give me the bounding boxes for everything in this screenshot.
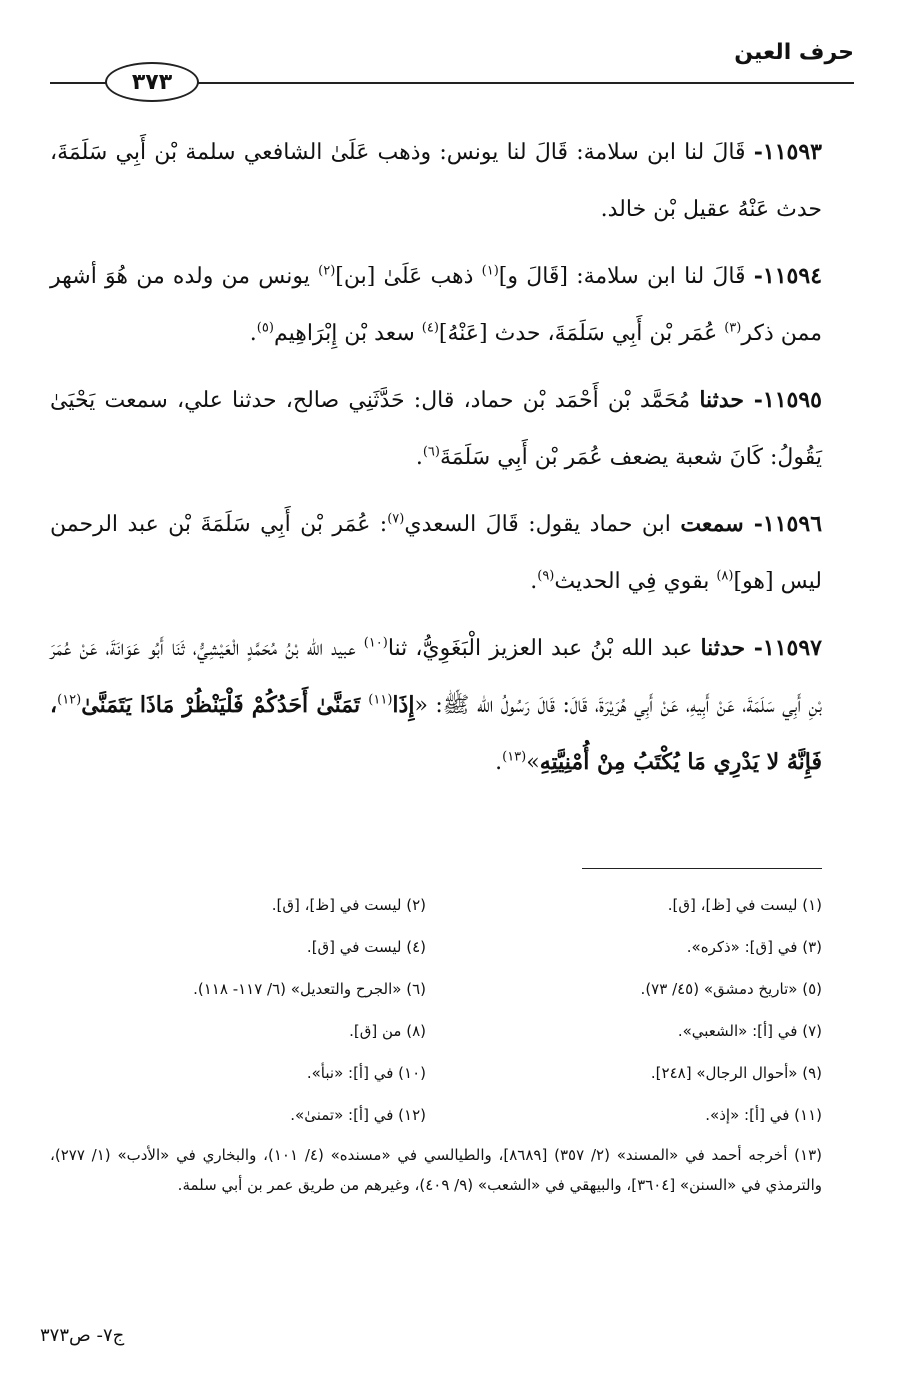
entry-text: : عُمَر بْن أَبِي سَلَمَةَ بْن عبد الرحمن ليس [هو] bbox=[50, 512, 822, 594]
entry-text: ذهب عَلَىٰ [بن] bbox=[335, 264, 482, 289]
footnote: (٨) من [ق]. bbox=[349, 1022, 426, 1040]
entry-number: ١١٥٩٤- bbox=[753, 263, 823, 289]
hadith-text: ، فَإِنَّهُ لا يَدْرِي مَا يُكْتَبُ مِنْ أُمْنِيَّتِهِ bbox=[50, 692, 822, 775]
footnote-ref[interactable]: (٨) bbox=[716, 568, 734, 584]
footnote: (٧) في [أ]: «الشعبي». bbox=[677, 1022, 822, 1040]
entry-11595 bbox=[50, 372, 822, 486]
entry-text: بقوي فِي الحديث bbox=[554, 569, 717, 594]
footnote-ref[interactable]: (٦) bbox=[422, 444, 440, 460]
entry-lead: سمعت bbox=[680, 511, 754, 537]
footnote: (٩) «أحوال الرجال» [٢٤٨]. bbox=[650, 1064, 822, 1082]
entry-text: عبد الله بْنُ عبد العزيز الْبَغَوِيُّ، ثنا bbox=[387, 636, 701, 661]
footnote-13: (١٣) أخرجه أحمد في «المسند» (٢/ ٣٥٧) [٨٦٨٩]، والطيالسي في «مسنده» (٤/ ١٠١)، والبخاري في «الأدب» (١/ ٢٧٧)، والترمذي في «السنن» [٣٦٠٤]، والبيهقي في «الشعب» (٩/ ٤٠٩)، وغيرهم من طريق عمر بن أبي سلمة. bbox=[50, 1146, 822, 1194]
entry-text: يونس من ولده من هُوَ أشهر ممن ذكر bbox=[50, 264, 822, 346]
entry-text: سعد بْن إِبْرَاهِيم bbox=[273, 321, 422, 346]
footnote: (٥) «تاريخ دمشق» (٤٥/ ٧٣). bbox=[640, 980, 822, 998]
entry-number: ١١٥٩٦- bbox=[753, 511, 823, 537]
entry-text: . bbox=[495, 750, 503, 775]
footnote-ref[interactable]: (١٣) bbox=[502, 749, 527, 765]
footnote: (١٢) في [أ]: «تمنىٰ». bbox=[290, 1106, 426, 1124]
entry-number: ١١٥٩٥- bbox=[753, 387, 822, 413]
entry-number: ١١٥٩٧- bbox=[753, 635, 822, 661]
entry-text: قَالَ لنا ابن سلامة: قَالَ لنا يونس: وذهب عَلَىٰ الشافعي سلمة بْن أَبِي سَلَمَةَ، حدث عَنْهُ عقيل بْن خالد. bbox=[50, 140, 822, 222]
footnote-ref[interactable]: (٤) bbox=[421, 320, 439, 336]
page-number-badge bbox=[105, 62, 199, 102]
footnote: (١) ليست في [ظ]، [ق]. bbox=[667, 896, 822, 914]
entry-text: » bbox=[526, 750, 540, 775]
entry-11593 bbox=[50, 124, 822, 238]
footnote: (١٠) في [أ]: «نبأ». bbox=[306, 1064, 426, 1082]
entry-text: عُمَر بْن أَبِي سَلَمَةَ، حدث [عَنْهُ] bbox=[438, 321, 725, 346]
footnote-ref[interactable]: (٩) bbox=[537, 568, 555, 584]
page-number: ٣٧٣ bbox=[131, 69, 173, 95]
entry-11597 bbox=[50, 620, 822, 791]
footnote: (٢) ليست في [ظ]، [ق]. bbox=[271, 896, 426, 914]
footnotes bbox=[50, 884, 822, 1200]
footnote: (٦) «الجرح والتعديل» (٦/ ١١٧- ١١٨). bbox=[193, 980, 426, 998]
entry-text: . bbox=[415, 445, 423, 470]
entry-11596 bbox=[50, 496, 822, 610]
entry-text: ابن حماد يقول: قَالَ السعدي bbox=[404, 512, 681, 537]
footnote-ref[interactable]: (٥) bbox=[256, 320, 274, 336]
footnote-ref[interactable]: (١٢) bbox=[57, 692, 82, 708]
footnote-ref[interactable]: (١١) bbox=[368, 692, 393, 708]
entry-text: . bbox=[530, 569, 538, 594]
footnote-ref[interactable]: (١٠) bbox=[363, 635, 388, 651]
footnote-ref[interactable]: (٧) bbox=[387, 511, 405, 527]
footnote: (١١) في [أ]: «إذ». bbox=[705, 1106, 822, 1124]
entry-text: عبيد الله بْنُ مُحَمَّدٍ الْعَيْشِيُّ، ثَنَا أَبُو عَوَانَةَ، عَنْ عُمَرَ بْنِ أَبِي سَلَمَةَ، عَنْ أَبِيهِ، عَنْ أَبِي هُرَيْرَةَ، قَالَ: قَالَ رَسُولُ الله ﷺ: « bbox=[50, 636, 823, 718]
entry-text: مُحَمَّد بْن أَحْمَد بْن حماد، قال: حَدَّثَنِي صالح، حدثنا علي، سمعت يَحْيَىٰ يَقُولُ: كَانَ شعبة يضعف عُمَر بْن أَبِي سَلَمَةَ bbox=[50, 388, 822, 470]
hadith-text: تَمَنَّىٰ أَحَدُكُمْ فَلْيَنْظُرْ مَاذَا يَتَمَنَّىٰ bbox=[81, 692, 369, 718]
footnote: (٤) ليست في [ق]. bbox=[306, 938, 426, 956]
main-text bbox=[50, 124, 822, 801]
entry-11594 bbox=[50, 248, 822, 362]
entry-lead: حدثنا bbox=[699, 387, 754, 413]
entry-text: قَالَ لنا ابن سلامة: [قَالَ و] bbox=[498, 264, 754, 289]
entry-text: . bbox=[249, 321, 257, 346]
footnote-ref[interactable]: (٣) bbox=[724, 320, 742, 336]
folio-reference: ج٧- ص٣٧٣ bbox=[40, 1325, 125, 1346]
footnote: (٣) في [ق]: «ذكره». bbox=[686, 938, 822, 956]
footnote-separator bbox=[582, 868, 822, 869]
footnote-ref[interactable]: (٢) bbox=[318, 263, 336, 279]
footnote-ref[interactable]: (١) bbox=[481, 263, 499, 279]
hadith-text: إِذَا bbox=[392, 692, 415, 718]
footnote-grid bbox=[50, 884, 822, 1136]
entry-number: ١١٥٩٣- bbox=[753, 139, 822, 165]
entry-lead: حدثنا bbox=[700, 635, 754, 661]
running-title: حرف العين bbox=[734, 40, 854, 65]
